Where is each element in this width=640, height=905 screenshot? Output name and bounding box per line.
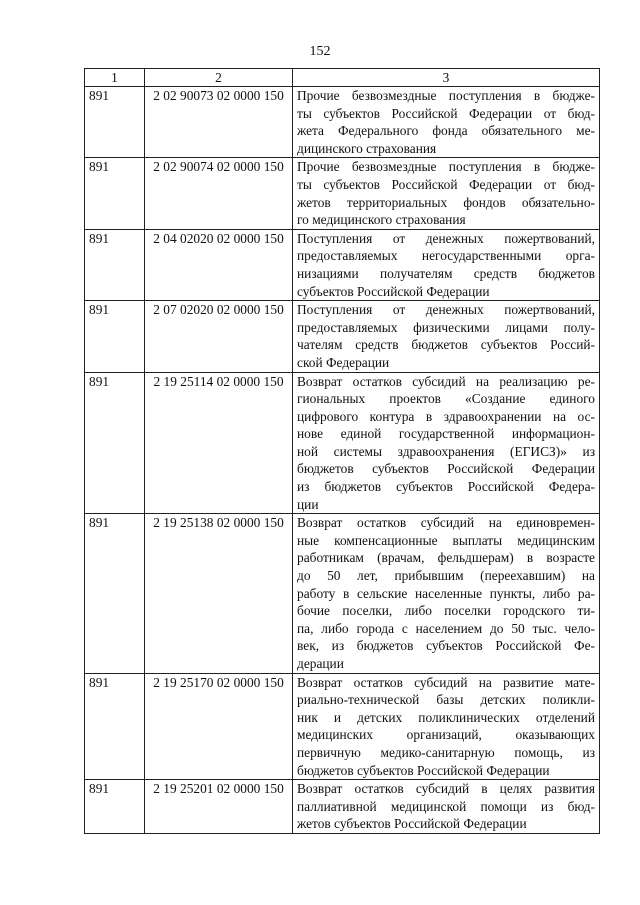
description-line: до 50 лет, прибывшим (переехавшим) на (297, 568, 595, 584)
budget-code-cell: 2 02 90073 02 0000 150 (145, 87, 293, 158)
header-col-3: 3 (293, 69, 600, 87)
description-cell (293, 301, 600, 372)
budget-code-cell: 2 07 02020 02 0000 150 (145, 301, 293, 372)
description-line: жетов субъектов Российской Федерации (297, 816, 527, 832)
description-line: дерации (297, 656, 344, 671)
admin-code-cell: 891 (85, 301, 145, 372)
page-number: 152 (309, 44, 331, 59)
description-line: ской Федерации (297, 354, 390, 370)
admin-code-cell: 891 (85, 229, 145, 300)
description-line: Возврат остатков субсидий на реализацию ре- (297, 373, 595, 389)
table-header-row (85, 69, 600, 87)
description-line: Поступления от денежных пожертвований, (297, 230, 595, 246)
table-row (85, 372, 600, 514)
description-cell (293, 514, 600, 673)
description-line: го медицинского страхования (297, 212, 466, 228)
description-line: Поступления от денежных пожертвований, (297, 302, 595, 318)
description-line: дицинского страхования (297, 140, 437, 156)
table-row (85, 673, 600, 780)
description-line: бюджетов субъектов Российской Федерации (297, 762, 550, 778)
description-line: жетов территориальных фондов обязательно- (297, 194, 595, 210)
description-line: ные компенсационные выплаты медицинским (297, 532, 595, 548)
description-line: ции (297, 496, 319, 512)
description-line: ты субъектов Российской Федерации от бюд- (297, 105, 595, 121)
admin-code-cell: 891 (85, 87, 145, 158)
description-line: жета Федерального фонда обязательного ме- (297, 123, 595, 139)
description-line: низациями получателям средств бюджетов (297, 265, 595, 281)
description-cell (293, 87, 600, 158)
description-line: работникам (врачам, фельдшерам) в возрасте (297, 550, 595, 566)
header-col-2: 2 (145, 69, 293, 87)
description-line: цифрового контура в здравоохранении на ос- (297, 408, 595, 424)
budget-code-cell: 2 19 25201 02 0000 150 (145, 780, 293, 834)
description-cell (293, 780, 600, 834)
description-line: па, либо города с населением до 50 тыс. чело- (297, 620, 595, 636)
table-row (85, 87, 600, 158)
table-row (85, 158, 600, 229)
budget-code-cell: 2 19 25170 02 0000 150 (145, 673, 293, 780)
description-line: нове единой государственной информацион- (297, 426, 595, 442)
budget-code-cell: 2 19 25114 02 0000 150 (145, 372, 293, 514)
description-line: гиональных проектов «Создание единого (297, 391, 595, 407)
description-line: ты субъектов Российской Федерации от бюд- (297, 176, 595, 192)
description-line: субъектов Российской Федерации (297, 283, 490, 299)
admin-code-cell: 891 (85, 673, 145, 780)
admin-code-cell: 891 (85, 158, 145, 229)
description-cell (293, 229, 600, 300)
description-line: предоставляемых негосударственными орга- (297, 248, 595, 264)
table-row (85, 514, 600, 673)
table-row (85, 780, 600, 834)
table-row (85, 301, 600, 372)
description-line: Прочие безвозмездные поступления в бюдже- (297, 88, 595, 103)
description-line: из бюджетов субъектов Российской Федера- (297, 479, 595, 495)
description-line: предоставляемых физическими лицами полу- (297, 319, 595, 335)
header-col-1: 1 (85, 69, 145, 87)
description-line: Возврат остатков субсидий на единовремен- (297, 515, 595, 531)
description-line: первичную медико-санитарную помощь, из (297, 744, 595, 760)
description-line: Возврат остатков субсидий на развитие мате- (297, 674, 595, 690)
admin-code-cell: 891 (85, 780, 145, 834)
description-line: работу в сельские населенные пункты, либо ра- (297, 585, 595, 601)
admin-code-cell: 891 (85, 514, 145, 673)
description-line: век, из бюджетов субъектов Российской Фе- (297, 638, 595, 654)
budget-code-cell: 2 02 90074 02 0000 150 (145, 158, 293, 229)
description-line: ник и детских поликлинических отделений (297, 709, 595, 725)
description-line: медицинских организаций, оказывающих (297, 727, 595, 743)
description-cell (293, 673, 600, 780)
description-line: Прочие безвозмездные поступления в бюдже- (297, 159, 595, 175)
description-line: бюджетов субъектов Российской Федерации (297, 461, 595, 477)
description-line: бочие поселки, либо поселки городского ти- (297, 603, 595, 619)
description-cell (293, 372, 600, 514)
budget-code-cell: 2 04 02020 02 0000 150 (145, 229, 293, 300)
description-line: паллиативной медицинской помощи из бюд- (297, 798, 595, 814)
description-line: чателям средств бюджетов субъектов Россий- (297, 337, 595, 353)
budget-revenue-table (84, 68, 600, 834)
description-line: Возврат остатков субсидий в целях развития (297, 781, 595, 797)
admin-code-cell: 891 (85, 372, 145, 514)
description-line: ной системы здравоохранения (ЕГИСЗ)» из (297, 443, 595, 459)
description-line: риально-технической базы детских поликли- (297, 692, 595, 708)
description-cell (293, 158, 600, 229)
table-row (85, 229, 600, 300)
budget-code-cell: 2 19 25138 02 0000 150 (145, 514, 293, 673)
